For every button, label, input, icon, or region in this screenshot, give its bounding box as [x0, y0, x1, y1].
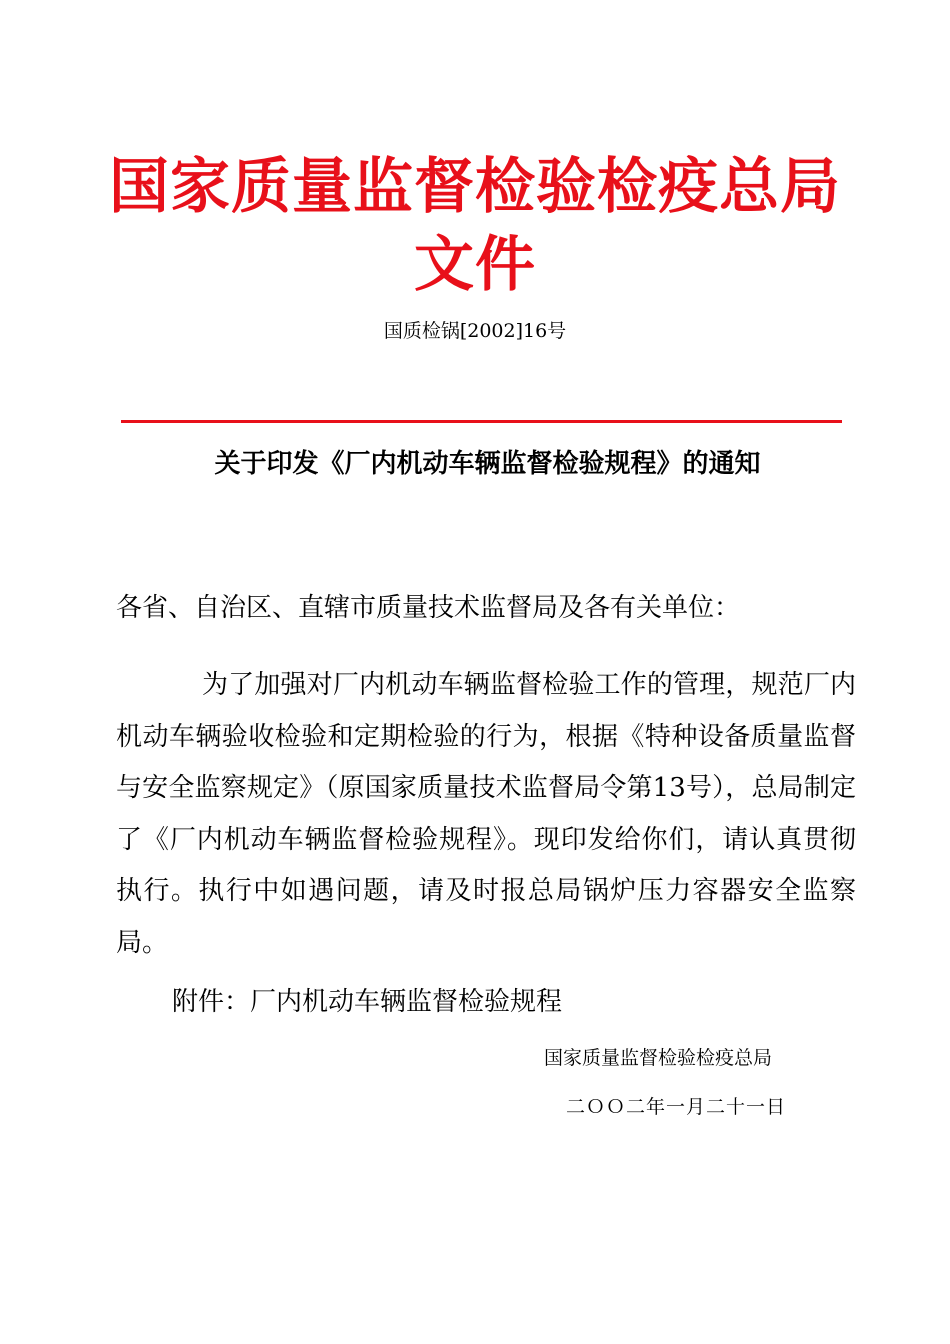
- issue-date: 二ＯＯ二年一月二十一日: [566, 1096, 787, 1118]
- red-separator-line: [121, 420, 842, 423]
- attachment-line: 附件：厂内机动车辆监督检验规程: [172, 987, 563, 1017]
- notice-title: 关于印发《厂内机动车辆监督检验规程》的通知: [214, 449, 761, 479]
- issuer-signature: 国家质量监督检验检疫总局: [544, 1047, 773, 1069]
- document-number: 国质检锅[2002]16号: [383, 320, 567, 342]
- body-paragraph: 为了加强对厂内机动车辆监督检验工作的管理，规范厂内机动车辆验收检验和定期检验的行为，根据《特种设备质量监督与安全监察规定》（原国家质量技术监督局令第13号），总局制定了《厂内机动车辆监督检验规程》。现印发给你们，请认真贯彻执行。执行中如遇问题，请及时报总局锅炉压力容器安全监察局。: [116, 670, 856, 958]
- document-header-title: 国家质量监督检验检疫总局文件: [109, 152, 841, 300]
- salutation: 各省、自治区、直辖市质量技术监督局及各有关单位：: [116, 593, 741, 623]
